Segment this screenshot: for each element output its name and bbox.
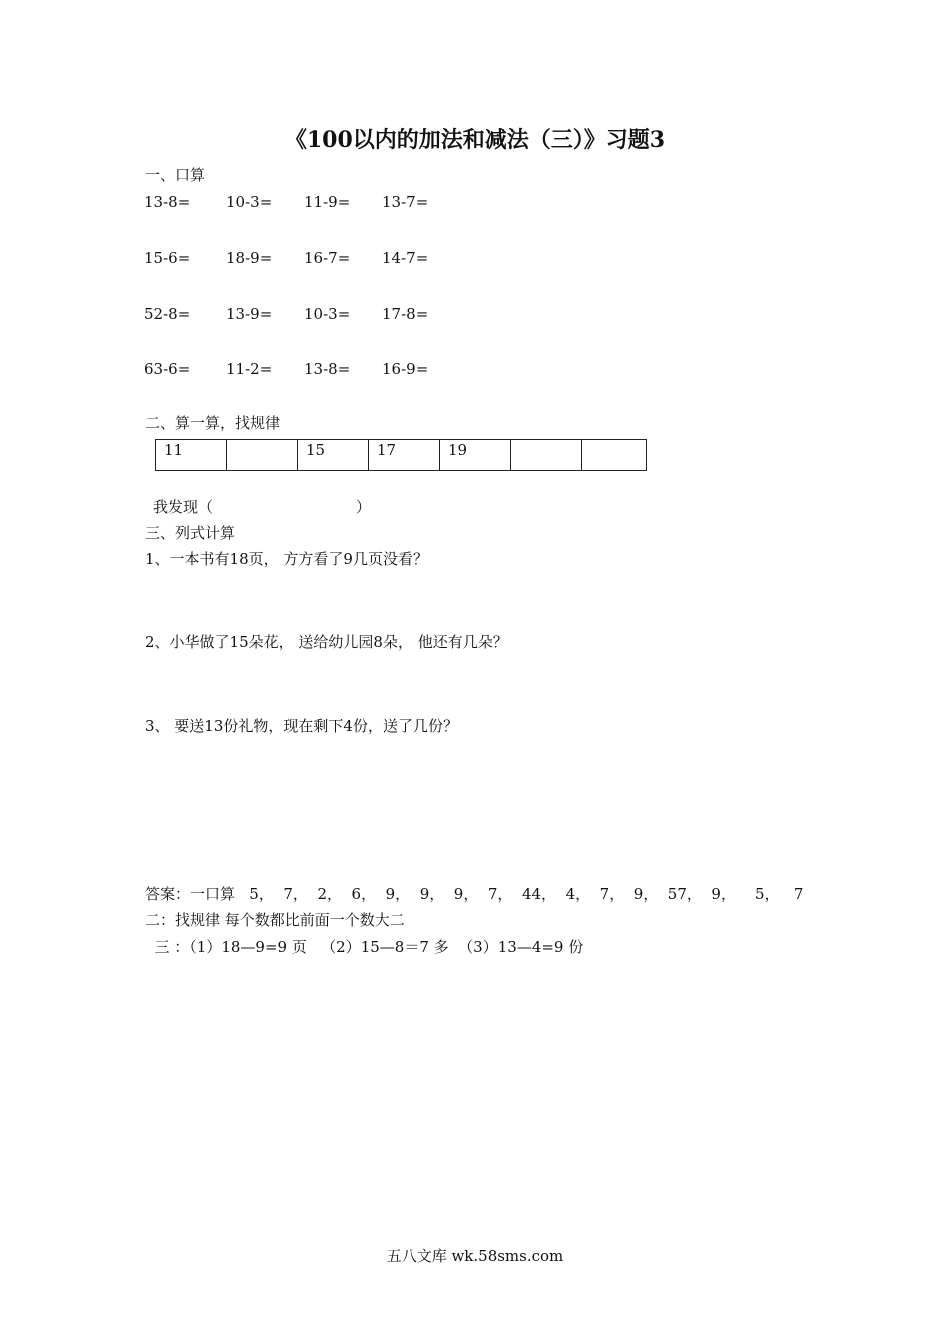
exercise: 10-3= xyxy=(226,193,273,211)
exercise: 11-9= xyxy=(304,193,351,211)
section2-heading: 二、算一算，找规律 xyxy=(145,414,281,432)
exercise: 17-8= xyxy=(382,305,429,323)
pattern-table xyxy=(155,439,647,471)
exercise: 16-7= xyxy=(304,249,351,267)
answers-line-2: 二：找规律 每个数都比前面一个数大二 xyxy=(145,911,405,929)
pattern-cell[interactable] xyxy=(226,440,297,470)
exercise: 16-9= xyxy=(382,360,429,378)
exercise: 63-6= xyxy=(144,360,191,378)
exercise: 13-9= xyxy=(226,305,273,323)
pattern-cell: 11 xyxy=(155,440,226,470)
exercise: 13-7= xyxy=(382,193,429,211)
footer-watermark: 五八文库 wk.58sms.com xyxy=(386,1247,564,1265)
exercise: 10-3= xyxy=(304,305,351,323)
exercise: 15-6= xyxy=(144,249,191,267)
answers-line-3: 三 ：（1）18—9=9 页 （2）15—8＝7 多 （3）13—4=9 份 xyxy=(145,938,584,956)
exercise: 18-9= xyxy=(226,249,273,267)
exercise: 13-8= xyxy=(144,193,191,211)
answers-line-1: 答案：一口算 5， 7， 2， 6， 9， 9， 9， 7， 44， 4， 7， 9， 57， 9， 5， 7 xyxy=(145,885,804,903)
exercise: 14-7= xyxy=(382,249,429,267)
pattern-cell: 19 xyxy=(439,440,510,470)
exercise: 13-8= xyxy=(304,360,351,378)
discover-line: 我发现（ ） xyxy=(153,498,372,516)
page-title: 《100以内的加法和减法（三）》习题3 xyxy=(284,127,666,153)
question-2: 2、小华做了15朵花， 送给幼儿园8朵， 他还有几朵？ xyxy=(145,633,508,651)
exercise: 52-8= xyxy=(144,305,191,323)
question-1: 1、一本书有18页， 方方看了9几页没看？ xyxy=(145,550,428,568)
pattern-cell: 17 xyxy=(368,440,439,470)
pattern-cell: 15 xyxy=(297,440,368,470)
section3-heading: 三、列式计算 xyxy=(145,524,236,542)
section1-heading: 一、口算 xyxy=(145,166,206,184)
pattern-cell[interactable] xyxy=(510,440,581,470)
exercise: 11-2= xyxy=(226,360,273,378)
pattern-cell[interactable] xyxy=(581,440,647,470)
question-3: 3、 要送13份礼物，现在剩下4份，送了几份？ xyxy=(145,717,458,735)
